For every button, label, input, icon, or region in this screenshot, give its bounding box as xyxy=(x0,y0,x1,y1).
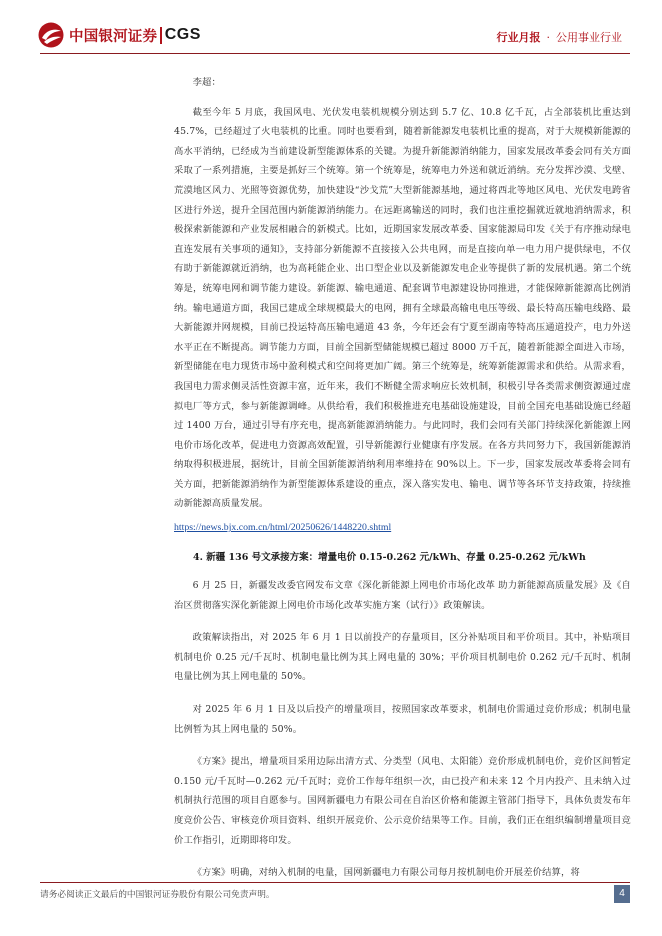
paragraph-new-projects: 对 2025 年 6 月 1 日及以后投产的增量项目，按照国家改革要求，机制电价需通过竞价形成；机制电量比例暂为其上网电量的 50%。 xyxy=(174,704,631,735)
report-category xyxy=(497,29,623,45)
cgs-logo-icon xyxy=(38,22,64,48)
footer-rule xyxy=(40,882,630,883)
logo-chinese-name: 中国银河证券 xyxy=(69,28,158,45)
source-link[interactable]: https://news.bjx.com.cn/html/20250626/1448220.shtml xyxy=(174,522,392,534)
paragraph-interview: 截至今年 5 月底，我国风电、光伏发电装机规模分别达到 5.7 亿、10.8 亿千瓦，占全部装机比重达到 45.7%，已经超过了火电装机的比重。同时也要看到，随着新能源发电装机比重的提高，对于大规模新能源的高水平消纳，已经成为当前建设新型能源体系的关键。为提升新能源消纳能力，国家发展改革委会同有关方面采取了一系列措施，主要是抓好三个统筹。第一个统筹是，统筹电力外送和就近消纳。充分发挥沙漠、戈壁、荒漠地区风力、光照等资源优势，加快建设“沙戈荒”大型新能源基地，通过将西北等地区风电、光伏发电跨省区进行外送，提升全国范围内新能源消纳能力。在远距离输送的同时，我们也注重挖掘就近就地消纳需求，积极探索新能源和产业发展相融合的新模式。比如，近期国家发展改革委、国家能源局印发《关于有序推动绿电直连发展有关事项的通知》，支持部分新能源不直接接入公共电网，而是直接向单一电力用户提供绿电，不仅有助于新能源就近消纳，也为高耗能企业、出口型企业以及新能源发电企业等提供了新的发展机遇。第二个统筹是，统筹电网和调节能力建设。新能源、输电通道、配套调节电源建设协同推进，才能保障新能源高比例消纳。输电通道方面，我国已建成全球规模最大的电网，拥有全球最高输电电压等级、最长特高压输电线路、最大新能源并网规模，目前已投运特高压输电通道 43 条，今年还会有宁夏至湖南等特高压通道投产，电力外送水平正在不断提高。调节能力方面，目前全国新型储能规模已超过 8000 万千瓦，随着新能源全面进入市场，新型储能在电力现货市场中盈利模式和空间将更加广阔。第三个统筹是，统筹新能源需求和供给。从需求看，我国电力需求侧灵活性资源丰富，近年来，我们不断健全需求响应长效机制，积极引导各类需求侧资源通过虚拟电厂等方式，参与新能源调峰。从供给看，我们积极推进充电基础设施建设，目前全国充电基础设施已经超过 1400 万台，通过引导有序充电，提高新能源消纳能力。与此同时，我们会同有关部门持续深化新能源上网电价市场化改革，促进电力资源高效配置，引导新能源行业健康有序发展。在各方共同努力下，我国新能源消纳取得积极进展，据统计，目前全国新能源消纳利用率维持在 90%以上。下一步，国家发展改革委将会同有关方面，把新能源消纳作为新型能源体系建设的重点，深入落实发电、输电、调节等各环节支持政策，持续推动新能源高质量发展。 xyxy=(174,106,631,510)
speaker-label: 李超： xyxy=(192,77,221,88)
logo-english-name: CGS xyxy=(164,26,201,43)
footer-disclaimer: 请务必阅读正文最后的中国银河证券股份有限公司免责声明。 xyxy=(40,890,275,900)
header-rule xyxy=(40,53,630,54)
page-number: 4 xyxy=(614,885,630,903)
company-logo xyxy=(38,22,201,48)
report-type: 行业月报 xyxy=(496,31,541,44)
header-separator: · xyxy=(546,31,550,44)
paragraph-announcement: 6 月 25 日，新疆发改委官网发布文章《深化新能源上网电价市场化改革 助力新能源高质量发展》及《自治区贯彻落实深化新能源上网电价市场化改革实施方案（试行）》政策解读。 xyxy=(174,580,631,611)
paragraph-existing-projects: 政策解读指出，对 2025 年 6 月 1 日以前投产的存量项目，区分补贴项目和平价项目。其中，补贴项目机制电价 0.25 元/千瓦时、机制电量比例为其上网电量的 30%；平价项目机制电价 0.262 元/千瓦时、机制电量比例为其上网电量的 50%。 xyxy=(174,632,631,683)
paragraph-bidding-scheme: 《方案》提出，增量项目采用边际出清方式、分类型（风电、太阳能）竞价形成机制电价，竞价区间暂定 0.150 元/千瓦时—0.262 元/千瓦时；竞价工作每年组织一次，由已投产和未来 12 个月内投产、且未纳入过机制执行范围的项目自愿参与。国网新疆电力有限公司在自治区价格和能源主管部门指导下，具体负责发布年度竞价公告、审核竞价项目资料、组织开展竞价、公示竞价结果等工作。目前，我们正在组织编制增量项目竞价工作指引，近期即将印发。 xyxy=(174,756,631,846)
paragraph-settlement: 《方案》明确，对纳入机制的电量，国网新疆电力有限公司每月按机制电价开展差价结算，将 xyxy=(192,867,580,879)
main-content xyxy=(174,73,631,883)
logo-divider xyxy=(160,27,162,44)
sector-name: 公用事业行业 xyxy=(556,31,622,44)
section-heading: 4. 新疆 136 号文承接方案：增量电价 0.15-0.262 元/kWh、存量 0.25-0.262 元/kWh xyxy=(193,552,586,564)
page-header xyxy=(0,0,662,58)
